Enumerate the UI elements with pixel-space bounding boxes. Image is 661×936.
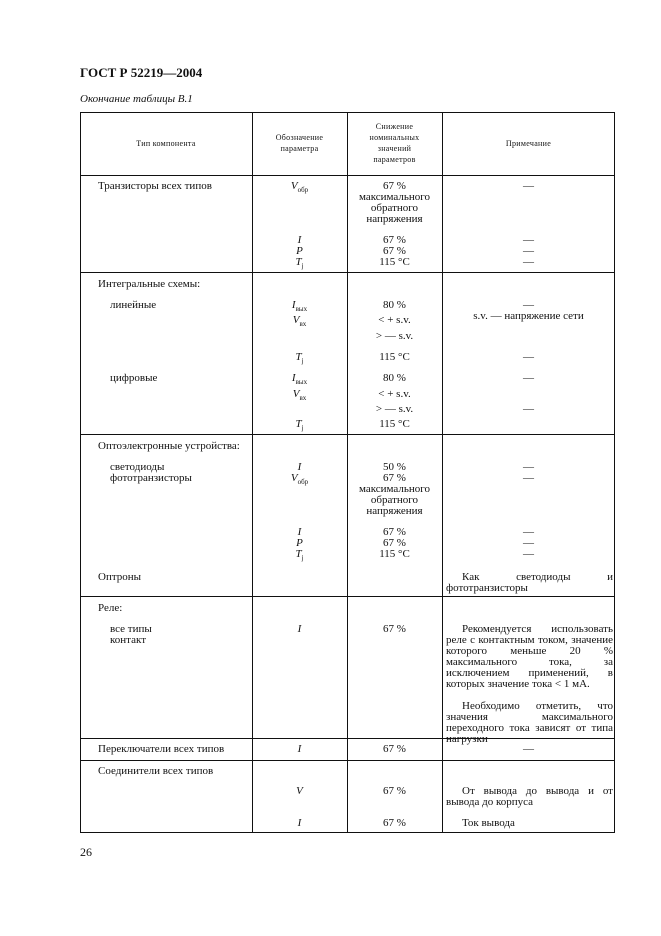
reduction-value: 50 % [383,461,406,473]
param-symbol: $T_j$ [295,256,304,271]
param-symbol: I [297,743,302,755]
param-symbol: I [297,526,302,538]
standard-number: ГОСТ Р 52219—2004 [80,65,203,80]
reduction-value: 80 % [383,372,406,384]
param-symbol: I [297,234,302,246]
header-reduction-line: номинальных [369,133,420,142]
reduction-value: 67 % [383,245,406,257]
reduction-value: < + s.v. [378,388,411,400]
note-value: — [523,180,534,192]
section-title: Интегральные схемы: [98,278,201,290]
param-symbol: P [296,245,303,257]
note-value: — [523,548,534,560]
note-value: — [523,403,534,415]
note-value: — [523,245,534,257]
subsection-label: линейные [110,299,157,311]
section-title: Транзисторы всех типов [98,180,212,192]
row-divider [80,434,615,435]
subsection-label: светодиоды [110,461,165,473]
param-symbol: $V_{вх}$ [292,314,307,329]
note-value: — [523,743,534,755]
row-divider [80,760,615,761]
header-reduction [347,121,442,165]
page-number: 26 [80,845,92,859]
section-title: Реле: [98,602,123,614]
note-value: — [523,234,534,246]
param-symbol: $V_{обр}$ [290,180,309,195]
row-divider [80,596,615,597]
reduction-value: 115 °C [379,351,410,363]
reduction-value: 67 % [383,234,406,246]
reduction-value: < + s.v. [378,314,411,326]
note-value: От вывода до вывода и от вывода до корпуса [446,785,613,808]
param-symbol: $V_{обр}$ [290,472,309,487]
param-symbol: P [296,537,303,549]
note-value: — [523,351,534,363]
header-reduction-line: Снижение [375,122,414,131]
header-param-line: параметра [280,144,319,153]
reduction-value: 115 °C [379,548,410,560]
param-symbol: $I_{вых}$ [291,299,308,314]
reduction-value: > — s.v. [375,403,414,415]
row-divider [80,272,615,273]
header-param-line: Обозначение [275,133,324,142]
note-value: — [523,537,534,549]
param-symbol: $I_{вых}$ [291,372,308,387]
note-value: — [523,299,534,311]
reduction-value: 67 % максимального обратного напряжения [358,180,431,225]
note-value: — [523,472,534,484]
param-symbol: I [297,461,302,473]
param-symbol: V [296,785,303,797]
subsection-label: контакт [110,634,147,646]
param-symbol: I [297,817,302,829]
header-reduction-line: параметров [373,155,416,164]
note-value: — [523,256,534,268]
reduction-value: 67 % [383,785,406,797]
header-divider [80,175,615,176]
header-reduction-line: значений [377,144,412,153]
note-value: s.v. — напряжение сети [473,310,584,322]
reduction-value: 115 °C [379,256,410,268]
note-value: — [523,526,534,538]
reduction-value: 67 % [383,817,406,829]
section-title: Оптроны [98,571,142,583]
header-component: Тип компонента [136,139,196,148]
section-title: Соединители всех типов [98,765,214,777]
note-value: — [523,372,534,384]
subsection-label: цифровые [110,372,158,384]
reduction-value: 115 °C [379,418,410,430]
reduction-value: 67 % [383,743,406,755]
reduction-value: 67 % [383,526,406,538]
note-value: Необходимо отметить, что значения максимального переходного тока зависят от типа нагрузки [446,700,613,745]
table-caption: Окончание таблицы В.1 [80,93,193,105]
param-symbol: $T_j$ [295,351,304,366]
header-note: Примечание [505,139,552,148]
param-symbol: I [297,623,302,635]
subsection-label: все типы [110,623,152,635]
param-symbol: $V_{вх}$ [292,388,307,403]
note-value: Как светодиоды и фототранзисторы [446,571,613,594]
header-param [252,132,347,154]
param-symbol: $T_j$ [295,418,304,433]
note-value: — [523,461,534,473]
reduction-value: 67 % [383,623,406,635]
note-value: Ток вывода [462,817,515,829]
reduction-value: > — s.v. [375,330,414,342]
param-symbol: $T_j$ [295,548,304,563]
reduction-value: 67 % [383,537,406,549]
reduction-value: 67 % максимального обратного напряжения [358,472,431,517]
section-title: Переключатели всех типов [98,743,225,755]
section-title: Оптоэлектронные устройства: [98,440,240,452]
subsection-label: фототранзисторы [110,472,192,484]
reduction-value: 80 % [383,299,406,311]
note-value: Рекомендуется использовать реле с контактным током, значение которого меньше 20 % максимального тока, за исключением применений, в которых значение тока < 1 мА. [446,623,613,690]
